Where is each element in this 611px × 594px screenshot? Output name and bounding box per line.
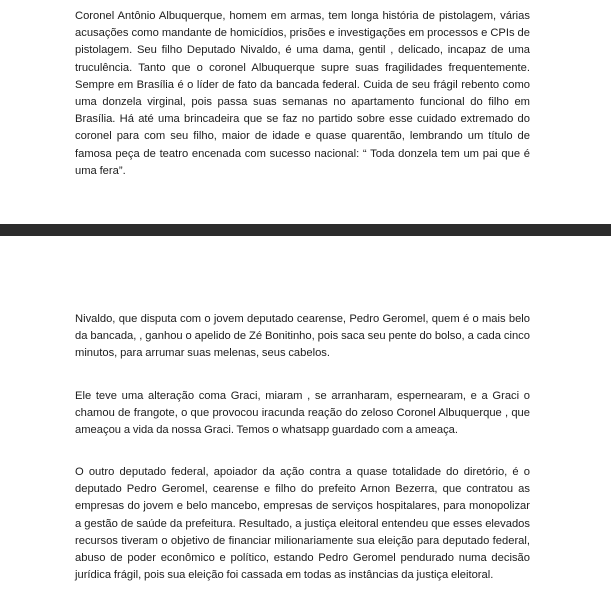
paragraph-graci: Ele teve uma alteração coma Graci, miaram , se arranharam, espernearam, e a Graci o chamou de frangote, o que provocou iracunda reação do zeloso Coronel Albuquerque , que ameaçou a vida da nossa Graci. Temos o whatsapp guardado com a ameaça. [75, 390, 530, 437]
document-page-top [0, 0, 611, 224]
paragraph-pedro-geromel: O outro deputado federal, apoiador da ação contra a quase totalidade do diretório, é o deputado Pedro Geromel, cearense e filho do prefeito Arnon Bezerra, que contratou as empresas do jovem e belo mancebo, empresas de serviços hospitalares, para monopolizar a gestão de saúde da prefeitura. Resultado, a justiça eleitoral entendeu que esses elevados recursos tiveram o objetivo de financiar milionariamente sua eleição para deputado federal, abuso de poder econômico e político, estando Pedro Geromel pendurado numa decisão jurídica frágil, pois sua eleição foi cassada em todas as instâncias da justiça eleitoral. [75, 466, 530, 582]
paragraph-nivaldo: Nivaldo, que disputa com o jovem deputado cearense, Pedro Geromel, quem é o mais belo da bancada, , ganhou o apelido de Zé Bonitinho, pois saca seu pente do bolso, a cada cinco minutos, para arrumar suas melenas, seus cabelos. [75, 313, 530, 360]
paragraph-coronel-albuquerque: Coronel Antônio Albuquerque, homem em armas, tem longa história de pistolagem, várias acusações como mandante de homicídios, prisões e investigações em processos e CPIs de pistolagem. Seu filho Deputado Nivaldo, é uma dama, gentil , delicado, incapaz de uma truculência. Tanto que o coronel Albuquerque supre suas fragilidades frequentemente. Sempre em Brasília é o líder de fato da bancada federal. Cuida de seu frágil rebento como uma donzela virginal, pois passa suas semanas no apartamento funcional do filho em Brasília. Há até uma brincadeira que se faz no partido sobre esse cuidado extremado do coronel para com seu filho, maior de idade e quase quarentão, lembrando um título de famosa peça de teatro encenada com sucesso nacional: “ Toda donzela tem um pai que é uma fera”. [75, 10, 530, 177]
document-page-bottom [0, 236, 611, 594]
page-separator [0, 224, 611, 236]
